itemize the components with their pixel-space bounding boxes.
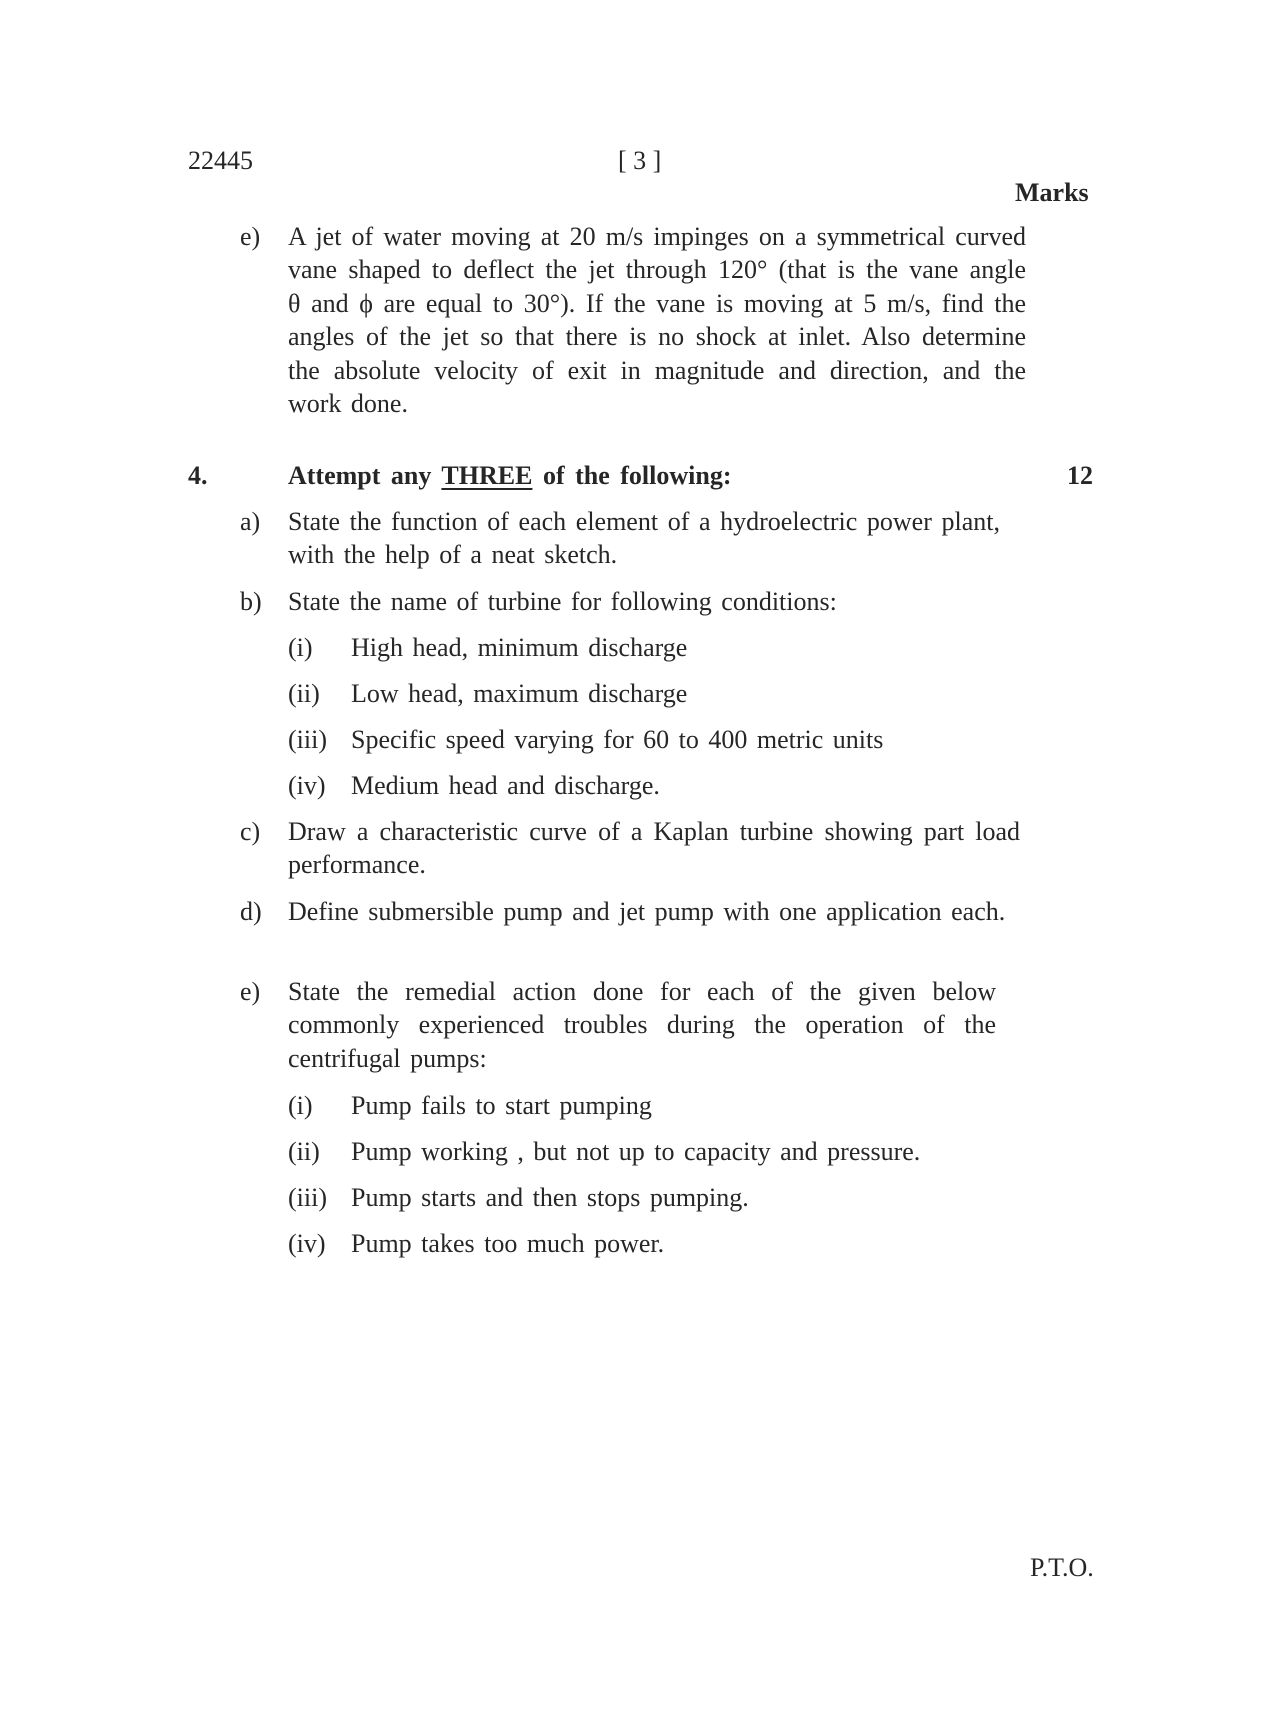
q4b-item-text: Specific speed varying for 60 to 400 metric units [351, 725, 884, 754]
q3e-label: e) [240, 222, 261, 251]
q4e-item-text: Pump fails to start pumping [351, 1091, 652, 1120]
q4-heading-pre: Attempt any [288, 461, 442, 490]
q4b-item-text: Low head, maximum discharge [351, 679, 688, 708]
q4c-label: c) [240, 817, 261, 846]
q4e-item-text: Pump working , but not up to capacity and pressure. [351, 1137, 921, 1166]
pto-label: P.T.O. [1030, 1553, 1094, 1582]
q4d-text: Define submersible pump and jet pump with one application each. [288, 897, 1006, 926]
q4-heading [288, 459, 731, 492]
q4-marks: 12 [1067, 461, 1093, 490]
q4e-label: e) [240, 977, 261, 1006]
q4e-item-text: Pump starts and then stops pumping. [351, 1183, 749, 1212]
q4b-text: State the name of turbine for following conditions: [288, 587, 837, 616]
q4c-text: Draw a characteristic curve of a Kaplan turbine showing part load performance. [288, 817, 1020, 880]
q4b-item-text: Medium head and discharge. [351, 771, 660, 800]
q4a-text: State the function of each element of a hydroelectric power plant, with the help of a neat sketch. [288, 507, 1000, 570]
q4e-item-label: (iv) [288, 1229, 326, 1258]
q4-heading-post: of the following: [532, 461, 732, 490]
q4b-label: b) [240, 587, 262, 616]
paper-code: 22445 [188, 146, 253, 175]
q4e-item-label: (iii) [288, 1183, 327, 1212]
q4-number: 4. [188, 461, 208, 490]
q4e-item-label: (ii) [288, 1137, 320, 1166]
q4e-item-text: Pump takes too much power. [351, 1229, 665, 1258]
q4d-label: d) [240, 897, 262, 926]
q3e-text: A jet of water moving at 20 m/s impinges on a symmetrical curved vane shaped to deflect the jet through 120° (that is the vane angle θ and ϕ are equal to 30°). If the vane is moving at 5 m/s, find the angles of the jet so that there is no shock at inlet. Also determine the absolute velocity of exit in magnitude and direction, and the work done. [288, 222, 1026, 419]
q4a-label: a) [240, 507, 261, 536]
q4b-item-label: (iii) [288, 725, 327, 754]
q4-heading-emph: THREE [441, 461, 533, 490]
q4b-item-text: High head, minimum discharge [351, 633, 688, 662]
q4e-item-label: (i) [288, 1091, 313, 1120]
q4e-text: State the remedial action done for each of the given below commonly experienced troubles during the operation of the centrifugal pumps: [288, 977, 996, 1073]
marks-label: Marks [1015, 178, 1089, 207]
q4b-item-label: (iv) [288, 771, 326, 800]
q4b-item-label: (ii) [288, 679, 320, 708]
q4b-item-label: (i) [288, 633, 313, 662]
page-number: [ 3 ] [618, 146, 662, 175]
